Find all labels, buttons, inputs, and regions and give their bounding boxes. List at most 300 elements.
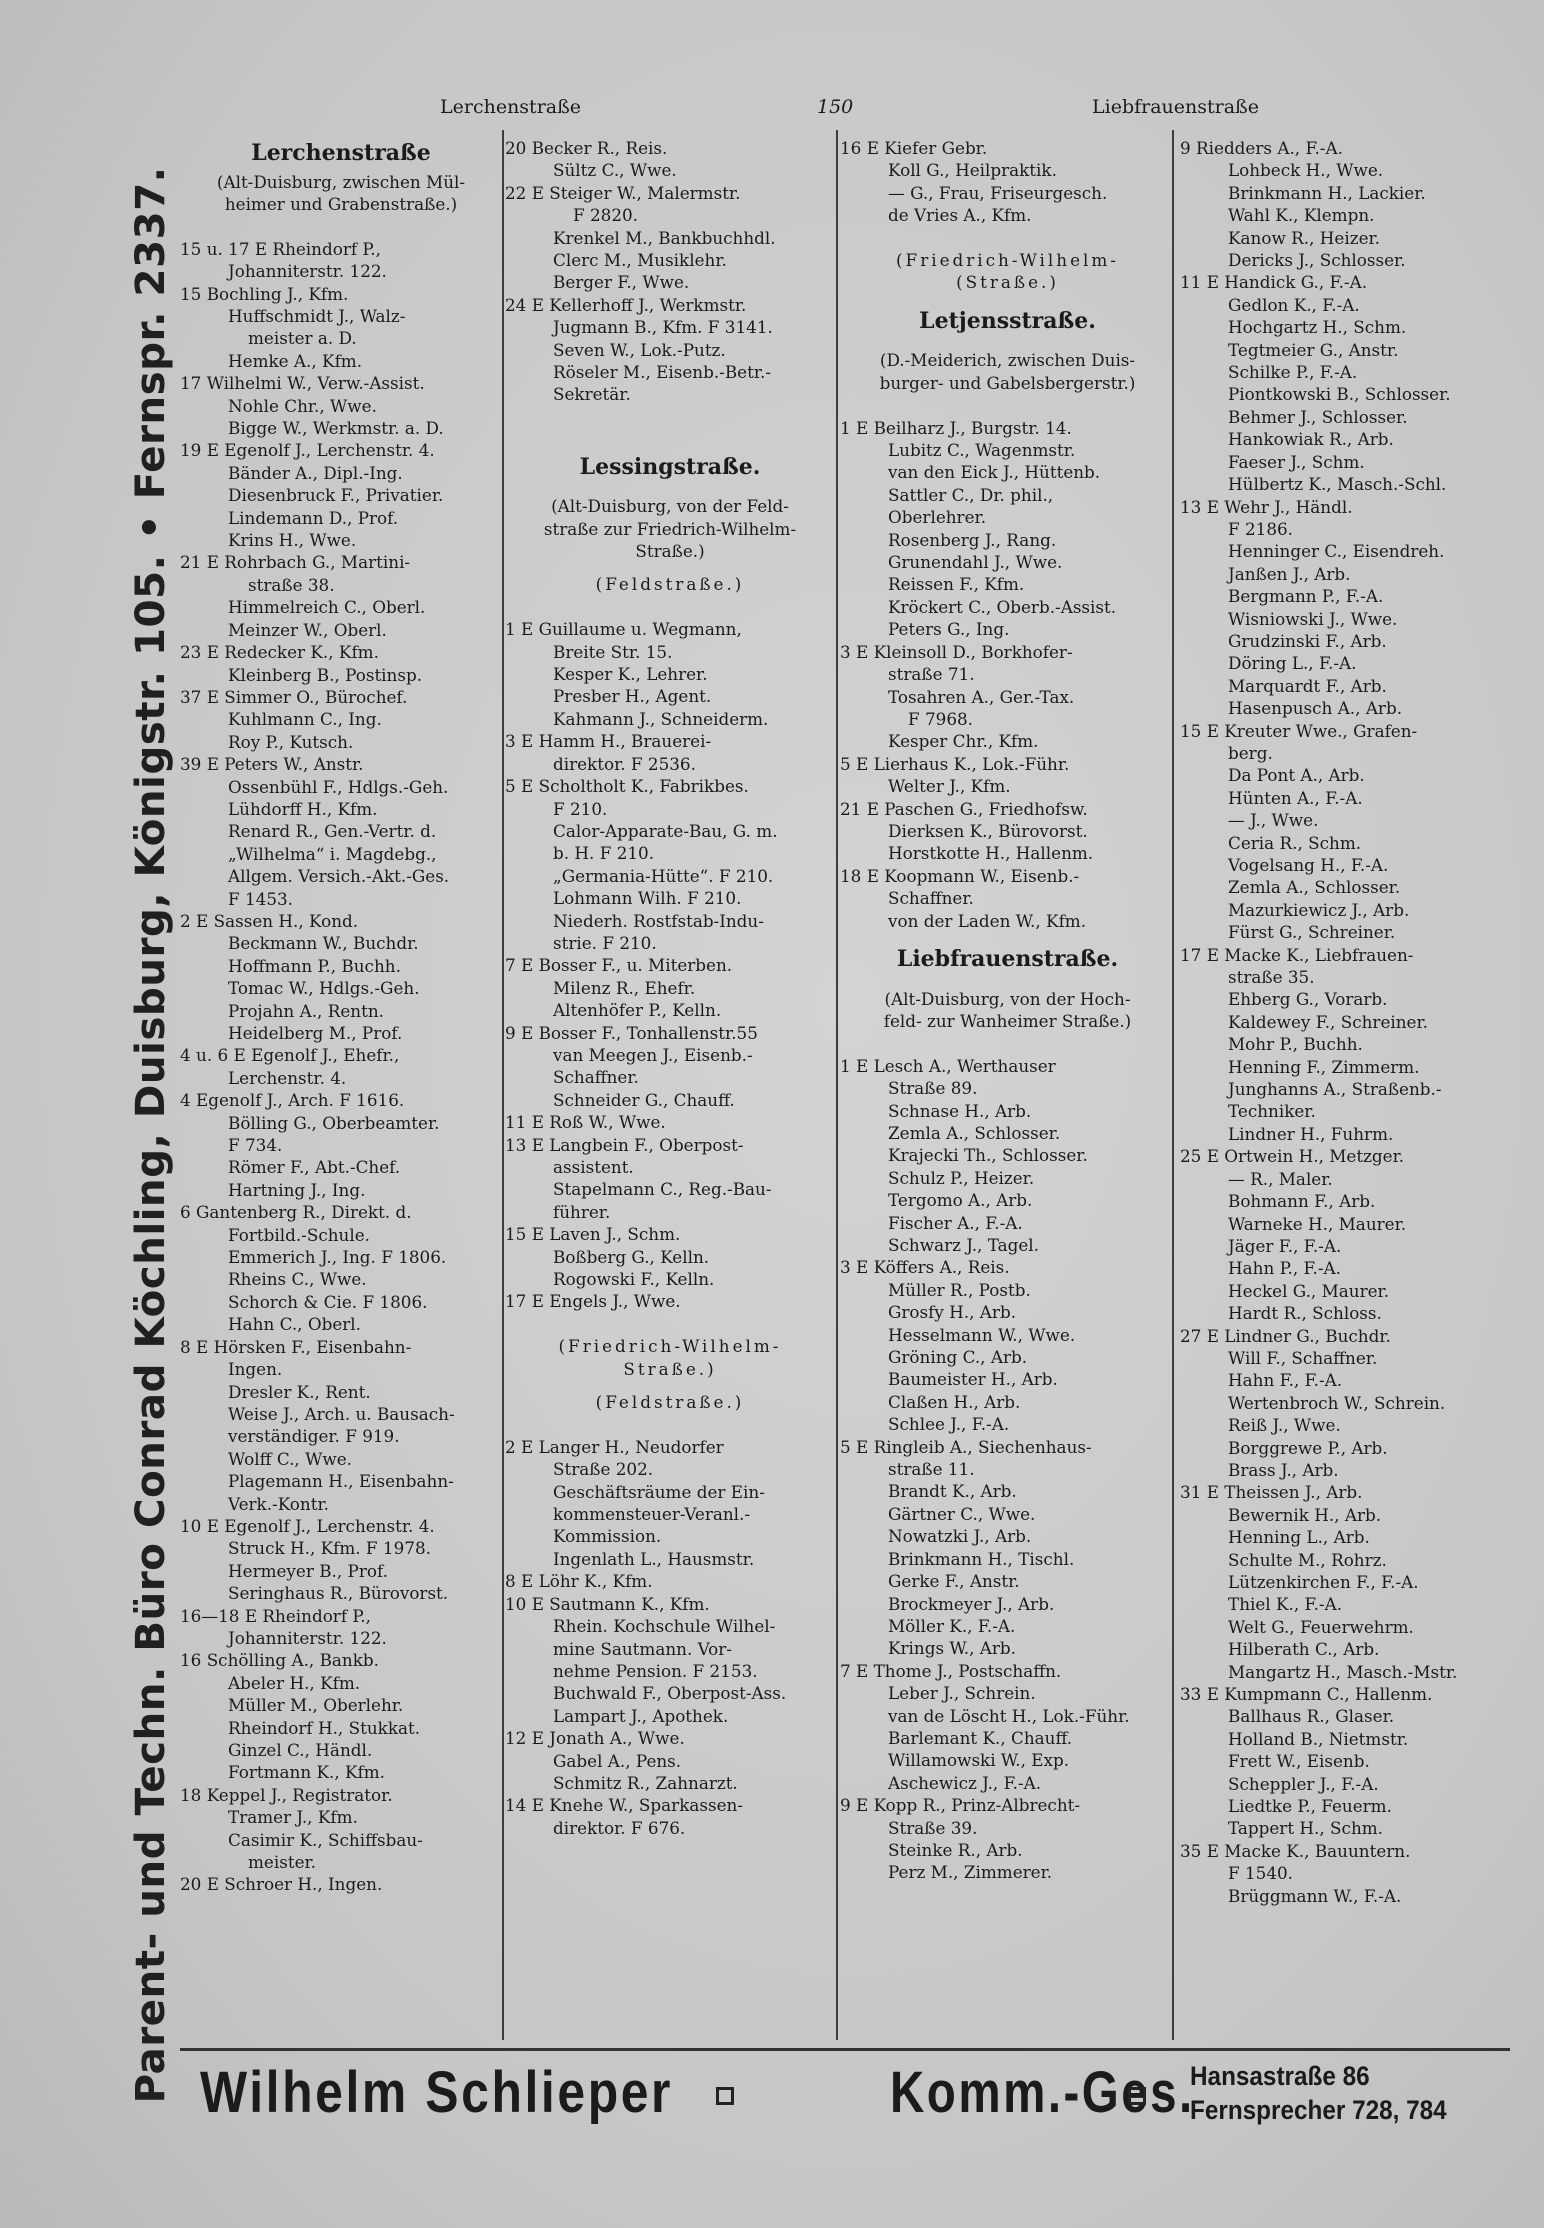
- directory-line: 17 E Macke K., Liebfrauen-: [1180, 944, 1414, 965]
- directory-line: Welt G., Feuerwehrm.: [1228, 1616, 1414, 1637]
- directory-line: Claßen H., Arb.: [888, 1391, 1021, 1412]
- spacer: [505, 428, 835, 450]
- directory-line: Boßberg G., Kelln.: [553, 1246, 710, 1267]
- directory-line: Fortmann K., Kfm.: [228, 1762, 385, 1783]
- directory-line: Reiß J., Wwe.: [1228, 1415, 1341, 1436]
- ad-phone: Fernsprecher 728, 784: [1190, 2095, 1447, 2125]
- directory-line: Lohmann Wilh. F 210.: [553, 888, 742, 909]
- directory-line: 35 E Macke K., Bauuntern.: [1180, 1840, 1411, 1861]
- directory-line: Junghanns A., Straßenb.-: [1228, 1079, 1442, 1100]
- directory-line: 5 E Lierhaus K., Lok.-Führ.: [840, 753, 1070, 774]
- directory-line: Hesselmann W., Wwe.: [888, 1324, 1076, 1345]
- directory-line: Holland B., Nietmstr.: [1228, 1728, 1409, 1749]
- directory-line: 17 Wilhelmi W., Verw.-Assist.: [180, 373, 425, 394]
- directory-line: verständiger. F 919.: [228, 1426, 400, 1447]
- directory-line: Bänder A., Dipl.-Ing.: [228, 462, 403, 483]
- directory-line: 7 E Thome J., Postschaffn.: [840, 1660, 1062, 1681]
- directory-line: Jäger F., F.-A.: [1228, 1235, 1342, 1256]
- directory-line: Barlemant K., Chauff.: [888, 1727, 1073, 1748]
- directory-line: Lindemann D., Prof.: [228, 507, 399, 528]
- directory-line: Krins H., Wwe.: [228, 530, 357, 551]
- directory-line: 3 E Kleinsoll D., Borkhofer-: [840, 641, 1073, 662]
- directory-line: Ginzel C., Händl.: [228, 1740, 373, 1761]
- directory-line: Tomac W., Hdlgs.-Geh.: [228, 978, 420, 999]
- directory-line: Stapelmann C., Reg.-Bau-: [553, 1179, 772, 1200]
- directory-line: Bewernik H., Arb.: [1228, 1504, 1382, 1525]
- directory-line: Emmerich J., Ing. F 1806.: [228, 1247, 447, 1268]
- directory-line: Clerc M., Musiklehr.: [553, 250, 727, 271]
- directory-line: Hermeyer B., Prof.: [228, 1560, 388, 1581]
- directory-line: Schaffner.: [553, 1067, 639, 1088]
- directory-line: 18 E Koopmann W., Eisenb.-: [840, 865, 1080, 886]
- directory-line: Mohr P., Buchh.: [1228, 1034, 1363, 1055]
- directory-line: de Vries A., Kfm.: [888, 205, 1032, 226]
- directory-line: F 2820.: [573, 205, 639, 226]
- square-bullet-icon: [716, 2087, 734, 2105]
- directory-line: Straße 39.: [888, 1817, 978, 1838]
- directory-line: van de Löscht H., Lok.-Führ.: [888, 1705, 1130, 1726]
- street-heading: Lerchenstraße: [251, 140, 431, 166]
- directory-line: Kanow R., Heizer.: [1228, 227, 1381, 248]
- directory-line: Kleinberg B., Postinsp.: [228, 664, 423, 685]
- directory-line: Sekretär.: [553, 384, 631, 405]
- spacer: [840, 932, 1175, 943]
- directory-line: (Alt-Duisburg, zwischen Mül-: [216, 171, 466, 192]
- directory-line: — G., Frau, Friseurgesch.: [888, 182, 1108, 203]
- directory-line: (Friedrich-Wilhelm-: [896, 250, 1119, 271]
- directory-line: Hilberath C., Arb.: [1228, 1639, 1380, 1660]
- directory-line: (Straße.): [956, 272, 1059, 293]
- directory-line: Bergmann P., F.-A.: [1228, 586, 1384, 607]
- directory-line: 5 E Ringleib A., Siechenhaus-: [840, 1436, 1092, 1457]
- directory-line: Brüggmann W., F.-A.: [1228, 1885, 1402, 1906]
- street-heading: Letjensstraße.: [919, 307, 1096, 334]
- directory-line: Schneider G., Chauff.: [553, 1089, 735, 1110]
- directory-line: Dresler K., Rent.: [228, 1381, 371, 1402]
- directory-line: Schlee J., F.-A.: [888, 1414, 1010, 1435]
- directory-line: Mazurkiewicz J., Arb.: [1228, 899, 1410, 920]
- directory-line: Will F., Schaffner.: [1228, 1347, 1378, 1368]
- directory-line: Borggrewe P., Arb.: [1228, 1437, 1388, 1458]
- directory-line: Hahn P., F.-A.: [1228, 1258, 1341, 1279]
- directory-line: berg.: [1228, 742, 1273, 763]
- directory-line: Aschewicz J., F.-A.: [888, 1772, 1042, 1793]
- directory-line: Gedlon K., F.-A.: [1228, 294, 1360, 315]
- directory-line: Tappert H., Schm.: [1228, 1818, 1383, 1839]
- directory-line: Kahmann J., Schneiderm.: [553, 708, 769, 729]
- street-heading: Liebfrauenstraße.: [896, 945, 1119, 972]
- directory-line: feld- zur Wanheimer Straße.): [883, 1010, 1132, 1031]
- directory-line: Lühdorff H., Kfm.: [228, 798, 378, 819]
- directory-line: Geschäftsräume der Ein-: [553, 1481, 765, 1502]
- directory-line: 20 Becker R., Reis.: [505, 138, 668, 158]
- directory-line: Kesper Chr., Kfm.: [888, 731, 1039, 752]
- directory-line: Lampart J., Apothek.: [553, 1705, 729, 1726]
- directory-line: Presber H., Agent.: [553, 686, 712, 707]
- directory-line: Beckmann W., Buchdr.: [228, 933, 419, 954]
- directory-line: Faeser J., Schm.: [1228, 451, 1365, 472]
- directory-line: führer.: [553, 1201, 611, 1222]
- directory-line: Diesenbruck F., Privatier.: [228, 485, 444, 506]
- directory-line: Marquardt F., Arb.: [1228, 675, 1387, 696]
- directory-line: Tramer J., Kfm.: [228, 1807, 358, 1828]
- directory-line: Johanniterstr. 122.: [228, 1627, 387, 1648]
- spacer: [840, 977, 1175, 988]
- directory-line: Jugmann B., Kfm. F 3141.: [553, 317, 773, 338]
- directory-line: Krings W., Arb.: [888, 1638, 1016, 1659]
- directory-line: Hemke A., Kfm.: [228, 350, 363, 371]
- directory-line: straße 11.: [888, 1459, 975, 1480]
- directory-line: Röseler M., Eisenb.-Betr.-: [553, 362, 772, 383]
- directory-line: Gabel A., Pens.: [553, 1750, 682, 1771]
- directory-line: 4 Egenolf J., Arch. F 1616.: [180, 1090, 405, 1111]
- directory-line: 15 E Laven J., Schm.: [505, 1224, 681, 1245]
- directory-line: Schaffner.: [888, 888, 974, 909]
- directory-line: Grosfy H., Arb.: [888, 1302, 1017, 1323]
- directory-line: Renard R., Gen.-Vertr. d.: [228, 821, 437, 842]
- directory-line: F 2186.: [1228, 518, 1294, 539]
- directory-line: 9 E Bosser F., Tonhallenstr.55: [505, 1022, 758, 1043]
- directory-line: Nowatzki J., Arb.: [888, 1526, 1032, 1547]
- directory-line: 8 E Hörsken F., Eisenbahn-: [180, 1336, 412, 1357]
- ad-address: Hansastraße 86: [1190, 2061, 1370, 2091]
- directory-line: burger- und Gabelsbergerstr.): [879, 372, 1136, 393]
- directory-line: Straße.): [635, 541, 705, 562]
- directory-line: Koll G., Heilpraktik.: [888, 160, 1057, 181]
- spacer: [180, 215, 502, 237]
- directory-line: 10 E Sautmann K., Kfm.: [505, 1593, 710, 1614]
- directory-line: 37 E Simmer O., Bürochef.: [180, 686, 408, 707]
- directory-line: Ingen.: [228, 1359, 283, 1380]
- directory-line: direktor. F 2536.: [553, 753, 696, 774]
- directory-line: Lindner H., Fuhrm.: [1228, 1123, 1394, 1144]
- spacer: [840, 1032, 1175, 1054]
- directory-line: 19 E Egenolf J., Lerchenstr. 4.: [180, 440, 435, 461]
- directory-line: Johanniterstr. 122.: [228, 261, 387, 282]
- spacer: [505, 1313, 835, 1335]
- directory-line: Himmelreich C., Oberl.: [228, 597, 426, 618]
- directory-line: Döring L., F.-A.: [1228, 653, 1357, 674]
- directory-line: Lohbeck H., Wwe.: [1228, 160, 1384, 181]
- directory-line: Ingenlath L., Hausmstr.: [553, 1548, 755, 1569]
- directory-line: Peters G., Ing.: [888, 619, 1010, 640]
- directory-line: Ceria R., Schm.: [1228, 832, 1362, 853]
- column-1: [180, 137, 502, 1896]
- column-divider: [502, 130, 504, 2040]
- directory-line: Lubitz C., Wagenmstr.: [888, 440, 1076, 461]
- directory-line: 27 E Lindner G., Buchdr.: [1180, 1325, 1391, 1346]
- directory-line: — R., Maler.: [1228, 1168, 1333, 1189]
- directory-line: 15 E Kreuter Wwe., Grafen-: [1180, 720, 1418, 741]
- directory-line: Grudzinski F., Arb.: [1228, 630, 1387, 651]
- directory-line: Roy P., Kutsch.: [228, 731, 354, 752]
- directory-line: 39 E Peters W., Anstr.: [180, 754, 364, 775]
- directory-line: 1 E Guillaume u. Wegmann,: [505, 619, 742, 640]
- directory-line: Janßen J., Arb.: [1228, 563, 1351, 584]
- directory-line: (Alt-Duisburg, von der Feld-: [551, 496, 789, 517]
- directory-line: Fischer A., F.-A.: [888, 1212, 1023, 1233]
- spacer: [840, 227, 1175, 249]
- directory-line: Bohmann F., Arb.: [1228, 1191, 1376, 1212]
- directory-line: Schwarz J., Tagel.: [888, 1235, 1039, 1256]
- directory-line: 2 E Sassen H., Kond.: [180, 910, 359, 931]
- directory-line: F 7968.: [908, 708, 974, 729]
- spacer: [505, 484, 835, 495]
- directory-line: Krenkel M., Bankbuchhdl.: [553, 227, 776, 248]
- directory-line: Heidelberg M., Prof.: [228, 1023, 403, 1044]
- directory-line: 11 E Handick G., F.-A.: [1180, 272, 1368, 293]
- street-heading: Lessingstraße.: [579, 453, 761, 480]
- directory-line: Perz M., Zimmerer.: [888, 1862, 1053, 1883]
- directory-line: 23 E Redecker K., Kfm.: [180, 642, 379, 663]
- directory-line: „Germania-Hütte“. F 210.: [553, 865, 774, 886]
- directory-line: Grunendahl J., Wwe.: [888, 552, 1063, 573]
- directory-line: F 210.: [553, 798, 608, 819]
- directory-line: 16 E Kiefer Gebr.: [840, 138, 988, 158]
- directory-line: Brinkmann H., Tischl.: [888, 1548, 1075, 1569]
- directory-line: Hünten A., F.-A.: [1228, 787, 1363, 808]
- directory-line: 10 E Egenolf J., Lerchenstr. 4.: [180, 1515, 435, 1536]
- page-number: 150: [817, 96, 854, 118]
- directory-line: Gerke F., Anstr.: [888, 1571, 1020, 1592]
- directory-line: Heckel G., Maurer.: [1228, 1280, 1390, 1301]
- directory-line: Straße 89.: [888, 1078, 978, 1099]
- directory-line: Scheppler J., F.-A.: [1228, 1773, 1379, 1794]
- directory-line: kommensteuer-Veranl.-: [553, 1504, 751, 1525]
- directory-line: (Feldstraße.): [595, 1392, 745, 1413]
- directory-line: Hoffmann P., Buchh.: [228, 955, 401, 976]
- directory-line: Möller K., F.-A.: [888, 1615, 1016, 1636]
- directory-line: F 1540.: [1228, 1863, 1294, 1884]
- directory-line: Altenhöfer P., Kelln.: [553, 1000, 722, 1021]
- directory-line: assistent.: [553, 1157, 634, 1178]
- spacer: [505, 406, 835, 428]
- spacer: [840, 294, 1175, 305]
- directory-line: 5 E Scholtholt K., Fabrikbes.: [505, 776, 749, 797]
- spacer: [505, 596, 835, 618]
- directory-line: Sültz C., Wwe.: [553, 160, 677, 181]
- directory-line: 22 E Steiger W., Malermstr.: [505, 182, 741, 203]
- directory-line: Struck H., Kfm. F 1978.: [228, 1538, 431, 1559]
- directory-line: 1 E Beilharz J., Burgstr. 14.: [840, 417, 1072, 438]
- directory-line: 11 E Roß W., Wwe.: [505, 1112, 666, 1133]
- directory-line: Huffschmidt J., Walz-: [228, 306, 406, 327]
- directory-line: Mangartz H., Masch.-Mstr.: [1228, 1661, 1458, 1682]
- directory-line: Meinzer W., Oberl.: [228, 619, 387, 640]
- directory-line: Schnase H., Arb.: [888, 1100, 1032, 1121]
- directory-line: 20 E Schroer H., Ingen.: [180, 1874, 383, 1895]
- directory-line: Abeler H., Kfm.: [228, 1672, 361, 1693]
- directory-line: Vogelsang H., F.-A.: [1228, 855, 1389, 875]
- directory-line: nehme Pension. F 2153.: [553, 1660, 758, 1681]
- directory-line: Tegtmeier G., Anstr.: [1228, 339, 1399, 360]
- directory-line: 13 E Langbein F., Oberpost-: [505, 1134, 744, 1155]
- directory-line: Seven W., Lok.-Putz.: [553, 339, 726, 360]
- directory-line: Hahn F., F.-A.: [1228, 1370, 1343, 1391]
- directory-line: Nohle Chr., Wwe.: [228, 395, 377, 416]
- directory-line: b. H. F 210.: [553, 843, 655, 864]
- directory-line: meister.: [248, 1852, 317, 1873]
- directory-line: Fortbild.-Schule.: [228, 1224, 370, 1245]
- spacer: [505, 562, 835, 573]
- spacer: [840, 394, 1175, 416]
- directory-line: Allgem. Versich.-Akt.-Ges.: [228, 866, 450, 887]
- directory-line: Milenz R., Ehefr.: [553, 977, 696, 998]
- directory-line: Schulz P., Heizer.: [888, 1167, 1035, 1188]
- directory-line: Steinke R., Arb.: [888, 1839, 1023, 1860]
- directory-line: Warneke H., Maurer.: [1228, 1213, 1407, 1234]
- ad-company-name: Wilhelm Schlieper: [200, 2060, 674, 2125]
- directory-line: Straße 202.: [553, 1459, 654, 1480]
- column-divider: [836, 130, 838, 2040]
- directory-line: Welter J., Kfm.: [888, 776, 1011, 797]
- directory-line: 16 Schölling A., Bankb.: [180, 1650, 379, 1671]
- directory-line: Sattler C., Dr. phil.,: [888, 484, 1054, 505]
- directory-line: Lerchenstr. 4.: [228, 1067, 347, 1088]
- directory-line: Zemla A., Schlosser.: [888, 1122, 1061, 1143]
- directory-line: Kuhlmann C., Ing.: [228, 709, 382, 730]
- directory-line: (Feldstraße.): [595, 574, 745, 595]
- directory-line: Seringhaus R., Bürovorst.: [228, 1583, 449, 1604]
- directory-line: Buchwald F., Oberpost-Ass.: [553, 1683, 787, 1704]
- directory-line: Rogowski F., Kelln.: [553, 1269, 715, 1290]
- directory-line: 9 E Kopp R., Prinz-Albrecht-: [840, 1795, 1081, 1816]
- directory-line: Hankowiak R., Arb.: [1228, 429, 1394, 450]
- directory-line: straße 35.: [1228, 967, 1315, 988]
- directory-line: Techniker.: [1228, 1101, 1316, 1122]
- directory-line: 33 E Kumpmann C., Hallenm.: [1180, 1684, 1433, 1705]
- directory-line: van den Eick J., Hüttenb.: [888, 462, 1101, 483]
- directory-line: Plagemann H., Eisenbahn-: [228, 1471, 454, 1492]
- directory-line: Calor-Apparate-Bau, G. m.: [553, 820, 778, 841]
- bottom-advertisement: [180, 2048, 1510, 2131]
- directory-line: Kaldewey F., Schreiner.: [1228, 1011, 1428, 1032]
- directory-line: F 1453.: [228, 888, 294, 909]
- directory-line: 24 E Kellerhoff J., Werkmstr.: [505, 294, 747, 315]
- directory-line: Straße.): [623, 1358, 717, 1379]
- directory-line: Tergomo A., Arb.: [888, 1190, 1033, 1211]
- directory-line: 6 Gantenberg R., Direkt. d.: [180, 1202, 412, 1223]
- directory-line: Liedtke P., Feuerm.: [1228, 1796, 1392, 1817]
- directory-line: Baumeister H., Arb.: [888, 1369, 1058, 1390]
- directory-line: Breite Str. 15.: [553, 641, 673, 662]
- directory-line: Rheindorf H., Stukkat.: [228, 1717, 421, 1738]
- directory-line: 8 E Löhr K., Kfm.: [505, 1571, 653, 1592]
- directory-line: (D.-Meiderich, zwischen Duis-: [879, 350, 1136, 371]
- directory-line: Dericks J., Schlosser.: [1228, 250, 1406, 271]
- directory-line: F 734.: [228, 1135, 283, 1156]
- directory-line: Schilke P., F.-A.: [1228, 362, 1358, 383]
- directory-line: Rhein. Kochschule Wilhel-: [553, 1616, 776, 1637]
- directory-line: Niederh. Rostfstab-Indu-: [553, 910, 764, 931]
- directory-line: Kröckert C., Oberb.-Assist.: [888, 596, 1117, 617]
- square-bullet-icon: [1128, 2087, 1146, 2105]
- sidebar-advertisement: [120, 120, 180, 2135]
- directory-line: Piontkowski B., Schlosser.: [1228, 384, 1451, 405]
- directory-line: 4 u. 6 E Egenolf J., Ehefr.,: [180, 1045, 400, 1066]
- directory-line: Reissen F., Kfm.: [888, 574, 1025, 595]
- directory-line: Henning F., Zimmerm.: [1228, 1056, 1420, 1077]
- directory-line: Oberlehrer.: [888, 507, 987, 528]
- directory-line: (Alt-Duisburg, von der Hoch-: [884, 988, 1131, 1009]
- directory-line: Wolff C., Wwe.: [228, 1448, 352, 1469]
- directory-line: 15 u. 17 E Rheindorf P.,: [180, 238, 381, 259]
- directory-line: Henninger C., Eisendreh.: [1228, 541, 1445, 562]
- directory-line: 31 E Theissen J., Arb.: [1180, 1482, 1363, 1503]
- directory-line: direktor. F 676.: [553, 1817, 686, 1838]
- directory-line: Ossenbühl F., Hdlgs.-Geh.: [228, 776, 449, 797]
- directory-line: straße zur Friedrich-Wilhelm-: [543, 518, 797, 539]
- directory-line: Ballhaus R., Glaser.: [1228, 1706, 1395, 1727]
- directory-line: Bigge W., Werkmstr. a. D.: [228, 418, 444, 439]
- directory-line: meister a. D.: [248, 328, 357, 349]
- directory-line: Casimir K., Schiffsbau-: [228, 1829, 423, 1850]
- directory-line: mine Sautmann. Vor-: [553, 1638, 732, 1659]
- directory-line: Hülbertz K., Masch.-Schl.: [1228, 474, 1447, 495]
- directory-line: 12 E Jonath A., Wwe.: [505, 1728, 685, 1749]
- directory-line: Wahl K., Klempn.: [1228, 205, 1375, 226]
- directory-line: Brass J., Arb.: [1228, 1459, 1339, 1480]
- directory-line: Krajecki Th., Schlosser.: [888, 1145, 1088, 1166]
- directory-line: Hahn C., Oberl.: [228, 1314, 361, 1335]
- directory-line: 15 Bochling J., Kfm.: [180, 283, 349, 304]
- directory-line: 9 Riedders A., F.-A.: [1180, 138, 1343, 158]
- directory-line: — J., Wwe.: [1228, 810, 1319, 831]
- directory-line: Schmitz R., Zahnarzt.: [553, 1772, 738, 1793]
- directory-line: Müller M., Oberlehr.: [228, 1695, 404, 1716]
- directory-line: Thiel K., F.-A.: [1228, 1594, 1343, 1615]
- directory-line: Brandt K., Arb.: [888, 1481, 1017, 1502]
- directory-line: 17 E Engels J., Wwe.: [505, 1291, 681, 1312]
- directory-line: Hasenpusch A., Arb.: [1228, 698, 1403, 719]
- directory-line: Müller R., Postb.: [888, 1279, 1031, 1300]
- directory-line: Gröning C., Arb.: [888, 1347, 1028, 1368]
- spacer: [505, 1413, 835, 1435]
- directory-line: Weise J., Arch. u. Bausach-: [228, 1403, 455, 1424]
- column-4: [1180, 137, 1510, 1907]
- directory-line: Rheins C., Wwe.: [228, 1269, 367, 1290]
- directory-line: Kommission.: [553, 1526, 662, 1547]
- directory-line: 25 E Ortwein H., Metzger.: [1180, 1146, 1405, 1167]
- directory-line: Henning L., Arb.: [1228, 1527, 1370, 1548]
- directory-line: von der Laden W., Kfm.: [888, 910, 1087, 931]
- directory-line: Tosahren A., Ger.-Tax.: [888, 686, 1075, 707]
- directory-line: 7 E Bosser F., u. Miterben.: [505, 955, 733, 976]
- directory-line: Da Pont A., Arb.: [1228, 765, 1365, 786]
- directory-line: Ehberg G., Vorarb.: [1228, 989, 1388, 1010]
- directory-line: 3 E Köffers A., Reis.: [840, 1257, 1010, 1278]
- directory-line: Wertenbroch W., Schrein.: [1228, 1392, 1446, 1413]
- directory-line: 21 E Paschen G., Friedhofsw.: [840, 798, 1088, 819]
- spacer: [505, 1380, 835, 1391]
- directory-line: heimer und Grabenstraße.): [224, 194, 458, 214]
- directory-line: Römer F., Abt.-Chef.: [228, 1157, 401, 1178]
- directory-line: Brockmeyer J., Arb.: [888, 1593, 1055, 1614]
- directory-line: Rosenberg J., Rang.: [888, 529, 1057, 550]
- directory-line: 16—18 E Rheindorf P.,: [180, 1605, 371, 1626]
- directory-line: Schulte M., Rohrz.: [1228, 1549, 1387, 1570]
- directory-line: Behmer J., Schlosser.: [1228, 406, 1408, 427]
- directory-line: 14 E Knehe W., Sparkassen-: [505, 1795, 744, 1816]
- directory-line: Hochgartz H., Schm.: [1228, 317, 1407, 338]
- directory-line: (Friedrich-Wilhelm-: [558, 1336, 782, 1357]
- directory-line: Frett W., Eisenb.: [1228, 1751, 1370, 1772]
- directory-line: Fürst G., Schreiner.: [1228, 922, 1396, 943]
- directory-line: 21 E Rohrbach G., Martini-: [180, 552, 411, 573]
- running-header-right: Liebfrauenstraße: [1092, 96, 1259, 118]
- directory-line: Bölling G., Oberbeamter.: [228, 1112, 440, 1133]
- directory-line: Zemla A., Schlosser.: [1228, 877, 1401, 898]
